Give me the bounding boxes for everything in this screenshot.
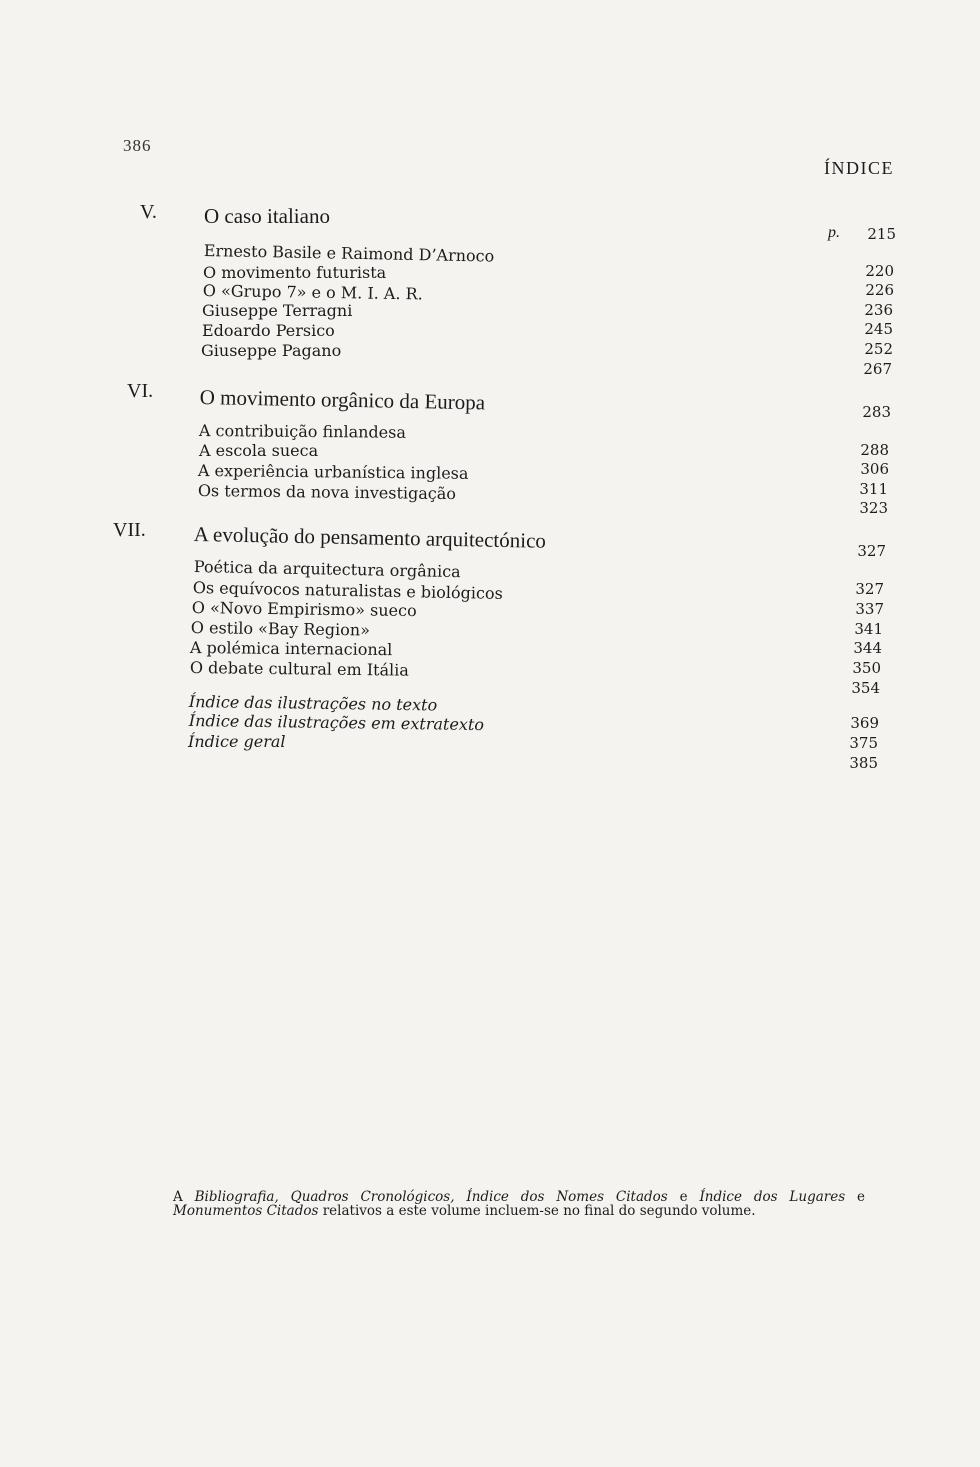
toc-entry[interactable]: O «Novo Empirismo» sueco [191,598,417,621]
entry-page: 323 [859,499,888,517]
entry-page: 226 [865,281,894,299]
toc-entry[interactable]: O movimento futurista [203,263,387,282]
entry-page: 375 [849,734,878,752]
entry-page: 354 [851,679,880,697]
chapter-page: 215 [867,225,896,243]
chapter-title[interactable]: O caso italiano [204,204,330,228]
entry-page: 306 [860,460,889,478]
toc-entry[interactable]: Os equívocos naturalistas e biológicos [192,578,503,603]
entry-page: 385 [849,754,878,772]
entry-page: 337 [855,600,884,618]
entry-page: 252 [864,340,893,358]
entry-page: 267 [863,360,892,378]
entry-page: 288 [860,441,889,459]
entry-page: 236 [864,301,893,319]
entry-page: 341 [854,620,883,638]
toc-entry[interactable]: O debate cultural em Itália [189,658,409,680]
toc-entry[interactable]: A escola sueca [199,441,319,460]
page-number: 386 [123,136,152,155]
toc-entry[interactable]: Poética da arquitectura orgânica [193,557,461,582]
footnote-part: relativos a este volume incluem-se no final do segundo volume. [318,1203,756,1219]
toc-entry[interactable]: Edoardo Persico [202,321,335,340]
toc-entry[interactable]: Giuseppe Pagano [201,341,342,360]
footnote-italic: Índice dos Lugares [699,1189,846,1205]
footnote-italic: Monumentos Citados [173,1203,319,1219]
entry-page: 220 [865,262,894,280]
toc-entry[interactable]: A polémica internacional [189,638,393,660]
page-column-label: p. [828,224,840,241]
chapter-page: 283 [862,403,891,421]
index-entry[interactable]: Índice das ilustrações no texto [188,692,438,715]
entry-page: 350 [852,659,881,677]
chapter-numeral: VI. [127,380,154,402]
chapter-numeral: VII. [113,519,146,541]
toc-entry[interactable]: Giuseppe Terragni [202,301,353,320]
entry-page: 311 [859,480,888,498]
toc-entry[interactable]: O estilo «Bay Region» [190,618,371,640]
toc-entry[interactable]: O «Grupo 7» e o M. I. A. R. [202,281,423,304]
chapter-page: 327 [857,542,886,560]
index-entry[interactable]: Índice geral [188,732,286,751]
toc-entry[interactable]: A contribuição finlandesa [198,421,407,442]
chapter-title[interactable]: A evolução do pensamento arquitectónico [193,522,547,553]
footnote-italic: Bibliografia, Quadros Cronológicos, Índice dos Nomes Citados [194,1189,668,1205]
toc-entry[interactable]: Os termos da nova investigação [197,481,457,504]
footnote-part: e [667,1189,700,1205]
entry-page: 327 [855,580,884,598]
chapter-numeral: V. [140,201,157,223]
entry-page: 344 [853,639,882,657]
footnote [173,1190,865,1218]
entry-page: 369 [850,714,879,732]
running-head: ÍNDICE [824,158,894,178]
footnote-part: A [173,1189,195,1205]
footnote-part: e [845,1189,865,1205]
index-entry[interactable]: Índice das ilustrações em extratexto [188,711,485,735]
toc-entry[interactable]: A experiência urbanística inglesa [197,461,469,483]
entry-page: 245 [864,320,893,338]
chapter-title[interactable]: O movimento orgânico da Europa [199,385,486,415]
toc-entry[interactable]: Ernesto Basile e Raimond D’Arnoco [203,241,495,266]
footnote-text [173,1190,865,1218]
